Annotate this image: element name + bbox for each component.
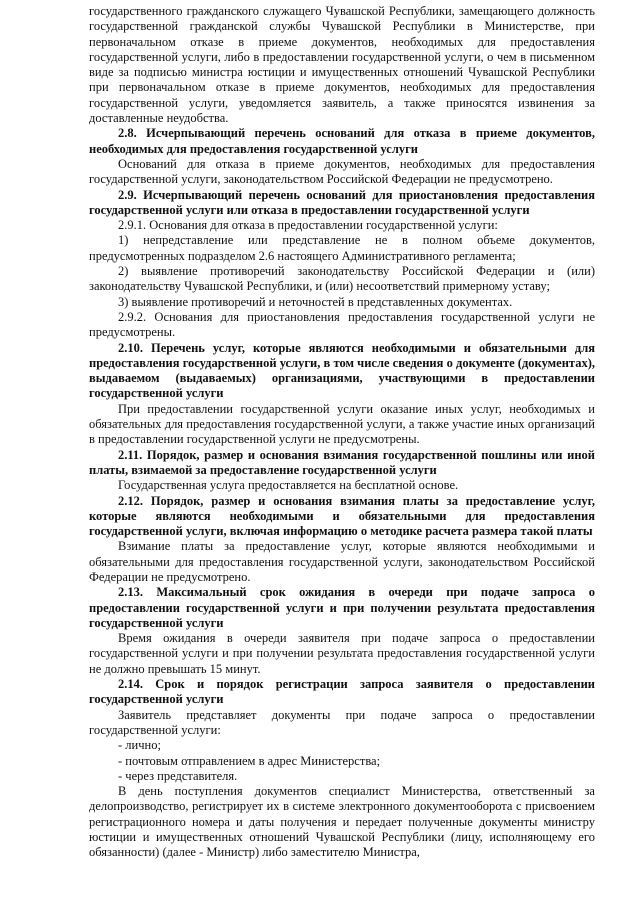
body-paragraph: Заявитель представляет документы при подаче запроса о предоставлении государственной услуги: [89, 707, 595, 737]
section-heading: 2.11. Порядок, размер и основания взимания государственной пошлины или иной платы, взимаемой за предоставление государственной услуги [89, 447, 595, 477]
body-paragraph: государственного гражданского служащего Чувашской Республики, замещающего должность государственной гражданской службы Чувашской Республики в Министерстве, при первоначальном отказе в приеме документов, необходимых для предоставления государственной услуги, либо в предоставлении государственной услуги, о чем в письменном виде за подписью министра юстиции и имущественных отношений Чувашской Республики при первоначальном отказе в приеме документов, необходимых для предоставления государственной услуги, уведомляется заявитель, а также приносятся извинения за доставленные неудобства. [89, 4, 595, 126]
body-paragraph: 1) непредставление или представление не в полном объеме документов, предусмотренных подразделом 2.6 настоящего Административного регламента; [89, 233, 595, 263]
body-paragraph: При предоставлении государственной услуги оказание иных услуг, необходимых и обязательных для предоставления государственной услуги, а также участие иных организаций в предоставлении государственной услуги не предусмотрены. [89, 401, 595, 447]
list-item: - лично; [118, 738, 161, 753]
body-paragraph: 2.9.1. Основания для отказа в предоставлении государственной услуги: [118, 218, 498, 233]
section-heading: 2.12. Порядок, размер и основания взимания платы за предоставление услуг, которые являются необходимыми и обязательными для предоставления государственной услуги, включая информацию о методике расчета размера такой платы [89, 493, 595, 539]
body-paragraph: Время ожидания в очереди заявителя при подаче запроса о предоставлении государственной услуги и при получении результата предоставления государственной услуги не должно превышать 15 минут. [89, 631, 595, 676]
list-item: - через представителя. [118, 768, 238, 783]
body-paragraph: 2) выявление противоречий законодательству Российской Федерации и (или) законодательству Чувашской Республики, и (или) несоответствий примерному уставу; [89, 264, 595, 294]
body-paragraph: 3) выявление противоречий и неточностей в представленных документах. [118, 294, 513, 309]
section-heading: 2.14. Срок и порядок регистрации запроса заявителя о предоставлении государственной услуги [89, 677, 595, 707]
body-paragraph: 2.9.2. Основания для приостановления предоставления государственной услуги не предусмотрены. [89, 309, 595, 340]
list-item: - почтовым отправлением в адрес Министерства; [118, 753, 381, 768]
document-body [89, 4, 595, 861]
body-paragraph: Государственная услуга предоставляется на бесплатной основе. [118, 478, 459, 493]
body-paragraph: Взимание платы за предоставление услуг, которые являются необходимыми и обязательными для предоставления государственной услуги, законодательством Российской Федерации не предусмотрено. [89, 539, 595, 584]
section-heading: 2.9. Исчерпывающий перечень оснований для приостановления предоставления государственной услуги или отказа в предоставлении государственной услуги [89, 187, 595, 217]
body-paragraph: Оснований для отказа в приеме документов, необходимых для предоставления государственной услуги, законодательством Российской Федерации не предусмотрено. [89, 156, 595, 187]
section-heading: 2.13. Максимальный срок ожидания в очереди при подаче запроса о предоставлении государственной услуги и при получении результата предоставления государственной услуги [89, 585, 595, 630]
section-heading: 2.10. Перечень услуг, которые являются необходимыми и обязательными для предоставления государственной услуги, в том числе сведения о документе (документах), выдаваемом (выдаваемых) организациями, участвующими в предоставлении государственной услуги [89, 340, 595, 401]
body-paragraph: В день поступления документов специалист Министерства, ответственный за делопроизводство, регистрирует их в системе электронного документооборота с присвоением регистрационного номера и даты получения и передает полученные документы министру юстиции и имущественных отношений Чувашской Республики (лицу, исполняющему его обязанности) (далее - Министр) либо заместителю Министра, [89, 784, 595, 860]
section-heading: 2.8. Исчерпывающий перечень оснований для отказа в приеме документов, необходимых для предоставления государственной услуги [89, 126, 595, 156]
